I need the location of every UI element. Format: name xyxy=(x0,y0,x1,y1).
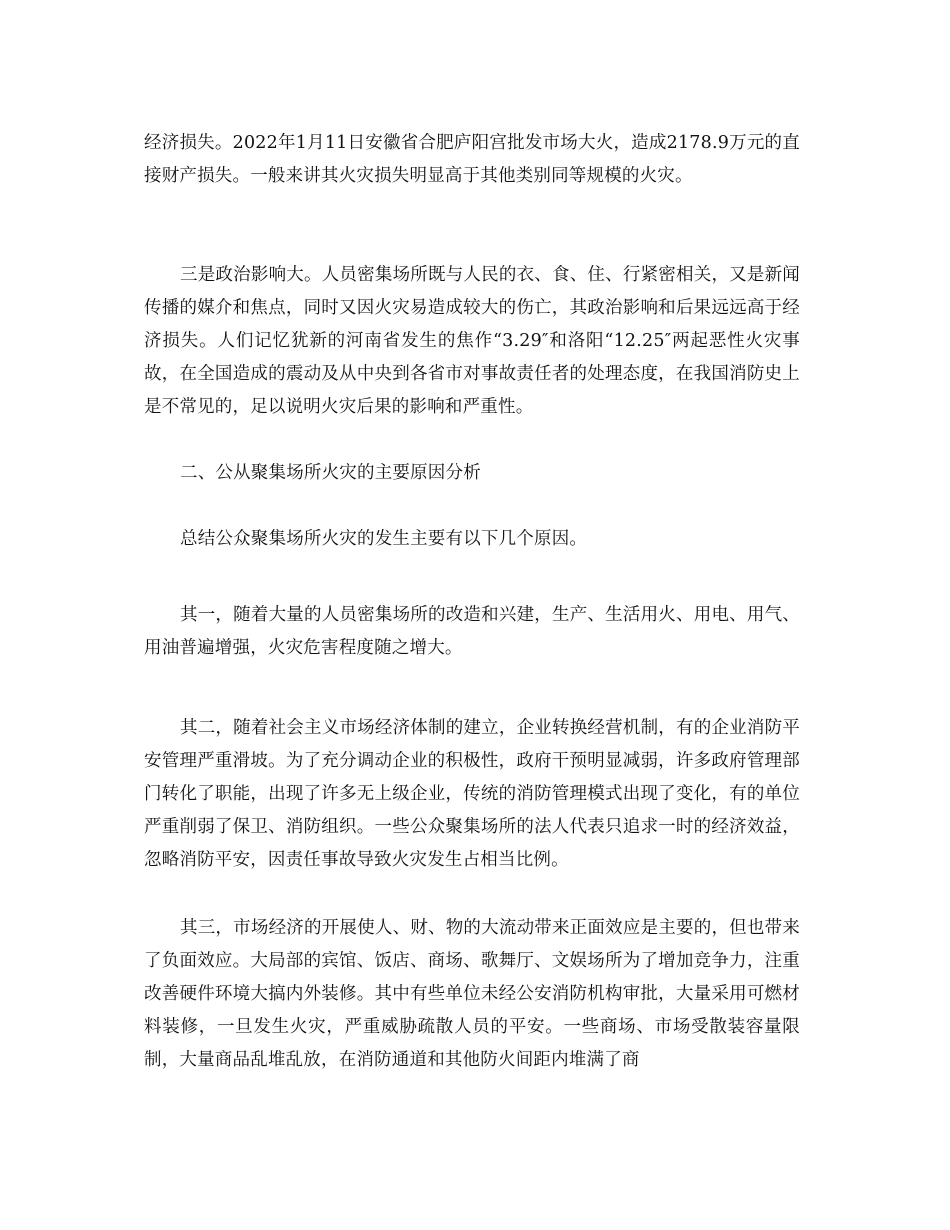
paragraph-cause-three: 其三，市场经济的开展使人、财、物的大流动带来正面效应是主要的，但也带来了负面效应。大局部的宾馆、饭店、商场、歌舞厅、文娱场所为了增加竞争力，注重改善硬件环境大搞内外装修。其中有些单位未经公安消防机构审批，大量采用可燃材料装修，一旦发生火灾，严重威胁疏散人员的平安。一些商场、市场受散装容量限制，大量商品乱堆乱放，在消防通道和其他防火间距内堆满了商 xyxy=(144,918,800,1070)
paragraph-political-impact: 三是政治影响大。人员密集场所既与人民的衣、食、住、行紧密相关，又是新闻传播的媒介和焦点，同时又因火灾易造成较大的伤亡，其政治影响和后果远远高于经济损失。人们记忆犹新的河南省发生的焦作“3.29″和洛阳“12.25″两起恶性火灾事故，在全国造成的震动及从中央到各省市对事故责任者的处理态度，在我国消防史上是不常见的，足以说明火灾后果的影响和严重性。 xyxy=(144,265,800,417)
section-heading-causes: 二、公从聚集场所火灾的主要原因分析 xyxy=(180,463,481,483)
paragraph-economic-loss: 经济损失。2022年1月11日安徽省合肥庐阳宫批发市场大火，造成2178.9万元的直接财产损失。一般来讲其火灾损失明显高于其他类别同等规模的火灾。 xyxy=(144,133,800,186)
paragraph-cause-one: 其一，随着大量的人员密集场所的改造和兴建，生产、生活用火、用电、用气、用油普遍增强，火灾危害程度随之增大。 xyxy=(144,605,800,658)
paragraph-summary: 总结公众聚集场所火灾的发生主要有以下几个原因。 xyxy=(180,529,588,549)
paragraph-cause-two: 其二，随着社会主义市场经济体制的建立，企业转换经营机制，有的企业消防平安管理严重滑坡。为了充分调动企业的积极性，政府干预明显减弱，许多政府管理部门转化了职能，出现了许多无上级企业，传统的消防管理模式出现了变化，有的单位严重削弱了保卫、消防组织。一些公众聚集场所的法人代表只追求一时的经济效益，忽略消防平安，因责任事故导致火灾发生占相当比例。 xyxy=(144,718,800,870)
